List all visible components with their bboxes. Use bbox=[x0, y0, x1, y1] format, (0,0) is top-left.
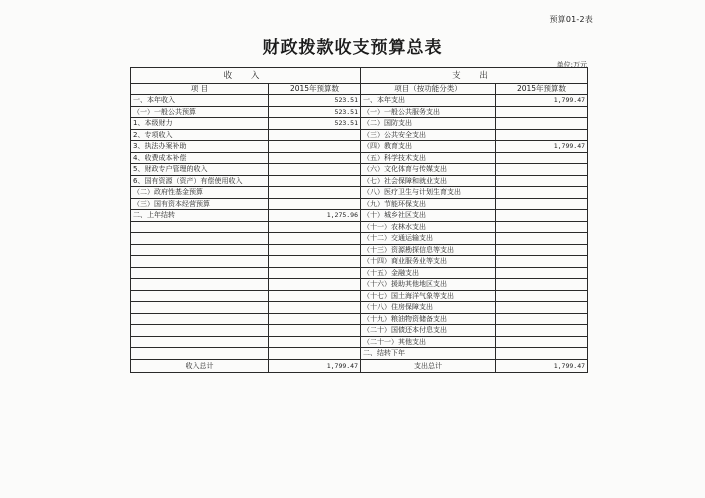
income-value-cell bbox=[269, 348, 361, 360]
income-item-cell: （一）一般公共预算 bbox=[131, 106, 269, 118]
table-row bbox=[131, 152, 588, 164]
table-row bbox=[131, 302, 588, 314]
expense-item-cell: （十）城乡社区支出 bbox=[361, 210, 496, 222]
table-row bbox=[131, 106, 588, 118]
expense-value-cell: 1,799.47 bbox=[496, 95, 588, 107]
expense-value-cell bbox=[496, 164, 588, 176]
expense-item-cell: （一）一般公共服务支出 bbox=[361, 106, 496, 118]
expense-header: 支 出 bbox=[361, 68, 588, 84]
income-value-cell bbox=[269, 233, 361, 245]
income-item-cell: 6、国有资源（资产）有偿使用收入 bbox=[131, 175, 269, 187]
expense-item-cell: （三）公共安全支出 bbox=[361, 129, 496, 141]
table-row bbox=[131, 187, 588, 199]
expense-value-cell bbox=[496, 106, 588, 118]
unit-label: 单位:万元 bbox=[556, 61, 587, 69]
income-value-cell bbox=[269, 313, 361, 325]
expense-item-cell: （十二）交通运输支出 bbox=[361, 233, 496, 245]
income-item-cell: （二）政府性基金预算 bbox=[131, 187, 269, 199]
expense-item-cell: 二、结转下年 bbox=[361, 348, 496, 360]
expense-item-cell: （十八）住房保障支出 bbox=[361, 302, 496, 314]
expense-value-cell bbox=[496, 210, 588, 222]
budget-table bbox=[130, 67, 588, 373]
table-row bbox=[131, 164, 588, 176]
table-row bbox=[131, 175, 588, 187]
income-item-cell bbox=[131, 244, 269, 256]
col-item-expense-header: 项目（按功能分类） bbox=[361, 84, 496, 95]
income-value-cell bbox=[269, 175, 361, 187]
expense-item-cell: （十四）商业服务业等支出 bbox=[361, 256, 496, 268]
expense-value-cell bbox=[496, 313, 588, 325]
table-row bbox=[131, 95, 588, 107]
expense-item-cell: （十一）农林水支出 bbox=[361, 221, 496, 233]
income-value-cell bbox=[269, 279, 361, 291]
header-row-1 bbox=[131, 68, 588, 84]
income-item-cell: 3、执法办案补助 bbox=[131, 141, 269, 153]
table-row bbox=[131, 336, 588, 348]
expense-item-cell: （八）医疗卫生与计划生育支出 bbox=[361, 187, 496, 199]
expense-value-cell bbox=[496, 118, 588, 130]
income-item-cell: 4、收费成本补偿 bbox=[131, 152, 269, 164]
income-value-cell bbox=[269, 256, 361, 268]
page-title: 财政拨款收支预算总表 bbox=[262, 38, 443, 58]
expense-item-cell: 一、本年支出 bbox=[361, 95, 496, 107]
expense-total-label: 支出总计 bbox=[361, 359, 496, 372]
income-value-cell: 1,275.96 bbox=[269, 210, 361, 222]
expense-value-cell bbox=[496, 267, 588, 279]
income-value-cell bbox=[269, 198, 361, 210]
expense-value-cell bbox=[496, 290, 588, 302]
table-row bbox=[131, 141, 588, 153]
col-item-header: 项 目 bbox=[131, 84, 269, 95]
expense-value-cell: 1,799.47 bbox=[496, 141, 588, 153]
expense-value-cell bbox=[496, 256, 588, 268]
expense-value-cell bbox=[496, 233, 588, 245]
expense-total-value: 1,799.47 bbox=[496, 359, 588, 372]
income-value-cell bbox=[269, 244, 361, 256]
header-row-2 bbox=[131, 84, 588, 95]
expense-value-cell bbox=[496, 244, 588, 256]
col-budget-income-header: 2015年预算数 bbox=[269, 84, 361, 95]
expense-value-cell bbox=[496, 129, 588, 141]
income-value-cell bbox=[269, 164, 361, 176]
expense-item-cell: （十六）援助其他地区支出 bbox=[361, 279, 496, 291]
expense-item-cell: （四）教育支出 bbox=[361, 141, 496, 153]
expense-item-cell: （二十一）其他支出 bbox=[361, 336, 496, 348]
income-item-cell: 2、专项收入 bbox=[131, 129, 269, 141]
expense-value-cell bbox=[496, 348, 588, 360]
income-item-cell bbox=[131, 348, 269, 360]
income-value-cell: 523.51 bbox=[269, 106, 361, 118]
income-item-cell bbox=[131, 313, 269, 325]
income-value-cell: 523.51 bbox=[269, 95, 361, 107]
form-code: 预算01-2表 bbox=[549, 15, 593, 24]
income-item-cell: 一、本年收入 bbox=[131, 95, 269, 107]
income-value-cell bbox=[269, 336, 361, 348]
table-row bbox=[131, 233, 588, 245]
table-row bbox=[131, 221, 588, 233]
totals-row bbox=[131, 359, 588, 372]
expense-value-cell bbox=[496, 152, 588, 164]
table-row bbox=[131, 348, 588, 360]
table-row bbox=[131, 325, 588, 337]
income-item-cell bbox=[131, 302, 269, 314]
income-value-cell bbox=[269, 267, 361, 279]
expense-value-cell bbox=[496, 175, 588, 187]
expense-item-cell: （二）国防支出 bbox=[361, 118, 496, 130]
income-item-cell bbox=[131, 336, 269, 348]
expense-value-cell bbox=[496, 279, 588, 291]
expense-item-cell: （五）科学技术支出 bbox=[361, 152, 496, 164]
col-budget-expense-header: 2015年预算数 bbox=[496, 84, 588, 95]
income-total-value: 1,799.47 bbox=[269, 359, 361, 372]
table-row bbox=[131, 279, 588, 291]
income-item-cell bbox=[131, 325, 269, 337]
income-item-cell bbox=[131, 279, 269, 291]
income-value-cell bbox=[269, 325, 361, 337]
expense-value-cell bbox=[496, 221, 588, 233]
income-value-cell bbox=[269, 152, 361, 164]
income-header: 收 入 bbox=[131, 68, 361, 84]
expense-value-cell bbox=[496, 336, 588, 348]
income-item-cell: 1、本级财力 bbox=[131, 118, 269, 130]
table-row bbox=[131, 210, 588, 222]
income-value-cell bbox=[269, 302, 361, 314]
table-row bbox=[131, 290, 588, 302]
expense-item-cell: （十七）国土海洋气象等支出 bbox=[361, 290, 496, 302]
income-item-cell: （三）国有资本经营预算 bbox=[131, 198, 269, 210]
expense-value-cell bbox=[496, 325, 588, 337]
income-item-cell bbox=[131, 221, 269, 233]
table-row bbox=[131, 256, 588, 268]
table-row bbox=[131, 129, 588, 141]
income-item-cell bbox=[131, 267, 269, 279]
expense-item-cell: （二十）国债还本付息支出 bbox=[361, 325, 496, 337]
expense-item-cell: （十三）资源勘探信息等支出 bbox=[361, 244, 496, 256]
income-item-cell: 二、上年结转 bbox=[131, 210, 269, 222]
expense-value-cell bbox=[496, 198, 588, 210]
income-item-cell: 5、财政专户管理的收入 bbox=[131, 164, 269, 176]
income-value-cell bbox=[269, 187, 361, 199]
income-value-cell bbox=[269, 141, 361, 153]
expense-item-cell: （九）节能环保支出 bbox=[361, 198, 496, 210]
income-value-cell bbox=[269, 129, 361, 141]
income-value-cell bbox=[269, 221, 361, 233]
table-row bbox=[131, 267, 588, 279]
income-item-cell bbox=[131, 256, 269, 268]
expense-item-cell: （十九）粮油物资储备支出 bbox=[361, 313, 496, 325]
expense-value-cell bbox=[496, 187, 588, 199]
table-row bbox=[131, 313, 588, 325]
income-item-cell bbox=[131, 290, 269, 302]
table-row bbox=[131, 118, 588, 130]
table-row bbox=[131, 244, 588, 256]
expense-item-cell: （十五）金融支出 bbox=[361, 267, 496, 279]
expense-item-cell: （七）社会保障和就业支出 bbox=[361, 175, 496, 187]
income-total-label: 收入总计 bbox=[131, 359, 269, 372]
expense-value-cell bbox=[496, 302, 588, 314]
income-value-cell: 523.51 bbox=[269, 118, 361, 130]
income-value-cell bbox=[269, 290, 361, 302]
table-row bbox=[131, 198, 588, 210]
income-item-cell bbox=[131, 233, 269, 245]
expense-item-cell: （六）文化体育与传媒支出 bbox=[361, 164, 496, 176]
